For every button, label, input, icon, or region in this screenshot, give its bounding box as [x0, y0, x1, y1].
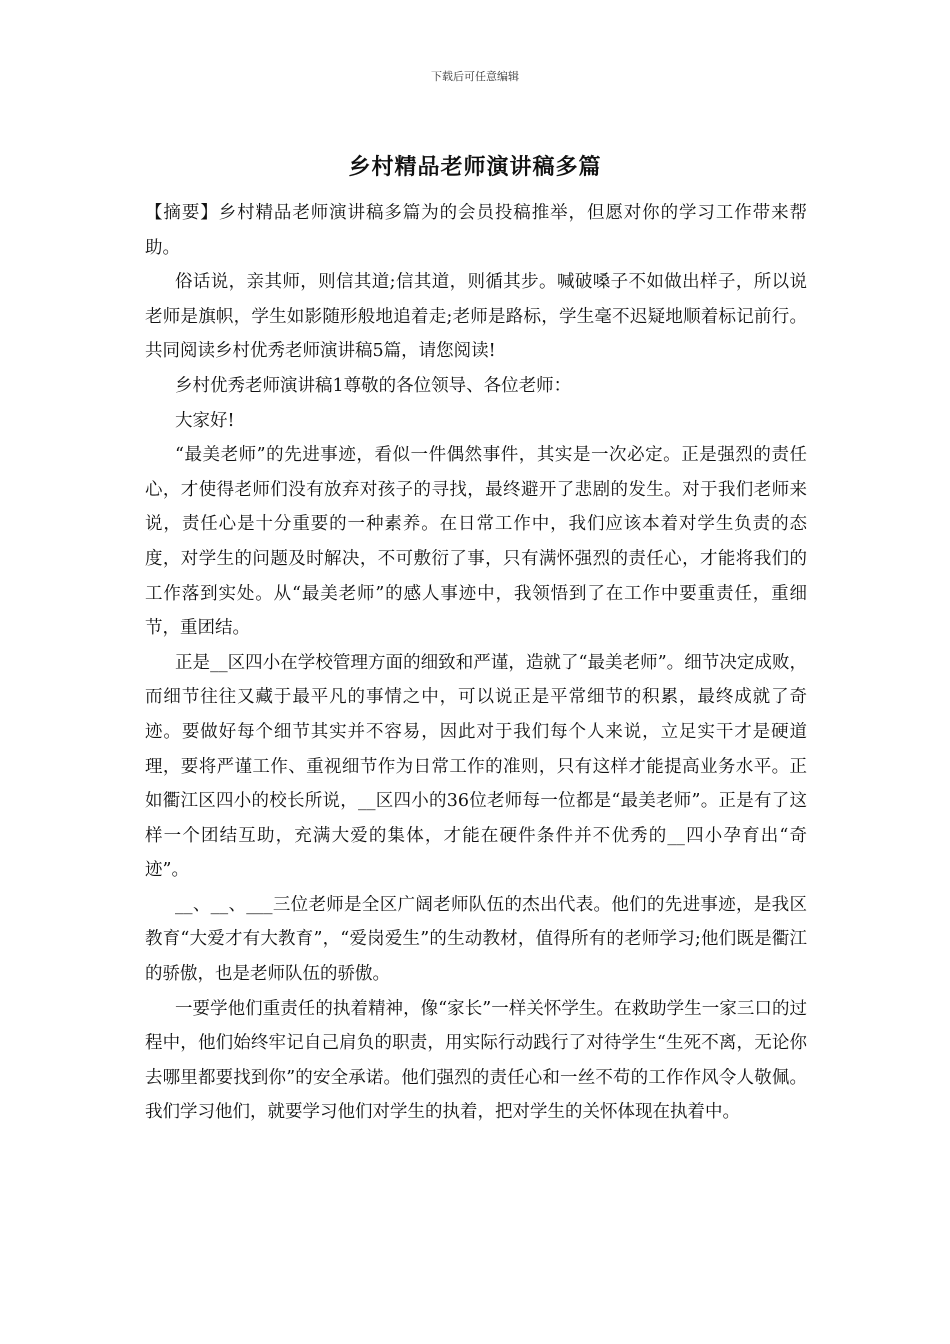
- header-note: 下载后可任意编辑: [431, 70, 519, 83]
- greeting-paragraph: 大家好!: [175, 410, 235, 431]
- body-paragraph: “最美老师”的先进事迹，看似一件偶然事件，其实是一次必定。正是强烈的责任心，才使得老师们没有放弃对孩子的寻找，最终避开了悲剧的发生。对于我们老师来说，责任心是十分重要的一种素养。在日常工作中，我们应该本着对学生负责的态度，对学生的问题及时解决，不可敷衍了事，只有满怀强烈的责任心，才能将我们的工作落到实处。从“最美老师”的感人事迹中，我领悟到了在工作中要重责任，重细节，重团结。: [145, 445, 807, 639]
- document-title: 乡村精品老师演讲稿多篇: [348, 154, 602, 180]
- body-paragraph: __、__、___三位老师是全区广阔老师队伍的杰出代表。他们的先进事迹，是我区教育“大爱才有大教育”，“爱岗爱生”的生动教材，值得所有的老师学习;他们既是衢江的骄傲，也是老师队伍的骄傲。: [145, 894, 807, 985]
- body-paragraph: 正是__区四小在学校管理方面的细致和严谨，造就了“最美老师”。细节决定成败，而细节往往又藏于最平凡的事情之中，可以说正是平常细节的积累，最终成就了奇迹。要做好每个细节其实并不容易，因此对于我们每个人来说，立足实干才是硬道理，要将严谨工作、重视细节作为日常工作的准则，只有这样才能提高业务水平。正如衢江区四小的校长所说，__区四小的36位老师每一位都是“最美老师”。正是有了这样一个团结互助，充满大爱的集体，才能在硬件条件并不优秀的__四小孕育出“奇迹”。: [145, 652, 807, 881]
- document-body: [145, 196, 807, 1130]
- body-paragraph: 一要学他们重责任的执着精神，像“家长”一样关怀学生。在救助学生一家三口的过程中，他们始终牢记自己肩负的职责，用实际行动践行了对待学生“生死不离，无论你去哪里都要找到你”的安全承诺。他们强烈的责任心和一丝不苟的工作作风令人敬佩。我们学习他们，就要学习他们对学生的执着，把对学生的关怀体现在执着中。: [145, 998, 807, 1123]
- body-paragraph: 乡村优秀老师演讲稿1尊敬的各位领导、各位老师：: [175, 375, 572, 396]
- body-paragraph: 俗话说，亲其师，则信其道;信其道，则循其步。喊破嗓子不如做出样子，所以说老师是旗帜，学生如影随形般地追着走;老师是路标，学生毫不迟疑地顺着标记前行。共同阅读乡村优秀老师演讲稿5篇，请您阅读!: [145, 272, 807, 362]
- abstract-paragraph: 【摘要】乡村精品老师演讲稿多篇为的会员投稿推举，但愿对你的学习工作带来帮助。: [145, 203, 807, 258]
